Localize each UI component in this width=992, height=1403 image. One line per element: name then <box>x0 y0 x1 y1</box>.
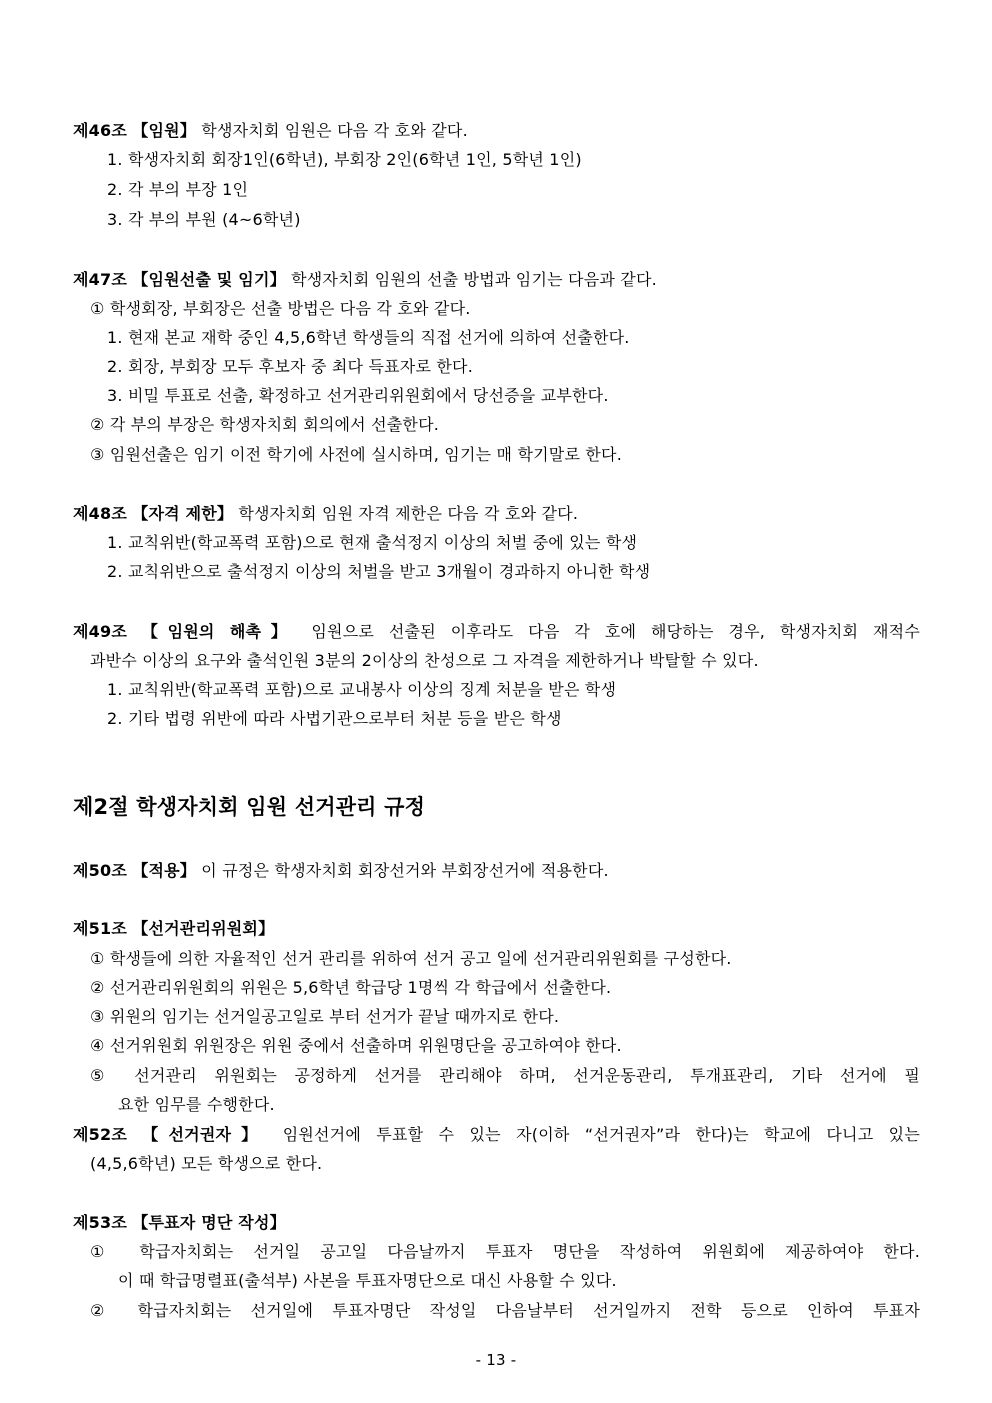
paragraph: ③ 위원의 임기는 선거일공고일로 부터 선거가 끝날 때까지로 한다. <box>90 1007 560 1026</box>
paragraph-cont: 요한 임무를 수행한다. <box>118 1095 275 1114</box>
article-header <box>73 1125 920 1145</box>
article-label: 제53조 <box>73 1213 127 1232</box>
article-header <box>73 861 609 881</box>
paragraph: ① 학급자치회는 선거일 공고일 다음날까지 투표자 명단을 작성하여 위원회에 제공하여야 한다. <box>90 1242 920 1261</box>
article-title: 【선거권자】 <box>142 1125 268 1144</box>
article-header <box>73 622 920 642</box>
article-label: 제50조 <box>73 861 127 880</box>
article-title: 【임원】 <box>132 121 196 140</box>
article-header <box>73 504 578 524</box>
article-text: 학생자치회 임원 자격 제한은 다음 각 호와 같다. <box>238 504 579 523</box>
article-header <box>73 121 468 141</box>
article-title: 【임원의 해촉】 <box>141 622 297 641</box>
article-text: 임원선거에 투표할 수 있는 자(이하 “선거권자”라 한다)는 학교에 다니고 있는 <box>282 1125 920 1144</box>
list-item: 1. 교칙위반(학교폭력 포함)으로 현재 출석정지 이상의 처벌 중에 있는 학생 <box>107 533 638 552</box>
article-label: 제47조 <box>73 270 127 289</box>
article-title: 【적용】 <box>132 861 196 880</box>
article-label: 제49조 <box>73 622 127 641</box>
article-header <box>73 270 657 290</box>
article-title: 【투표자 명단 작성】 <box>132 1213 286 1232</box>
article-text-cont: (4,5,6학년) 모든 학생으로 한다. <box>90 1154 323 1173</box>
article-header <box>73 919 274 939</box>
list-item: 3. 각 부의 부원 (4~6학년) <box>107 210 301 229</box>
article-text: 이 규정은 학생자치회 회장선거와 부회장선거에 적용한다. <box>201 861 609 880</box>
article-title: 【자격 제한】 <box>132 504 234 523</box>
list-item: 3. 비밀 투표로 선출, 확정하고 선거관리위원회에서 당선증을 교부한다. <box>107 386 609 405</box>
list-item: 2. 회장, 부회장 모두 후보자 중 최다 득표자로 한다. <box>107 357 473 376</box>
article-label: 제46조 <box>73 121 127 140</box>
paragraph: ① 학생들에 의한 자율적인 선거 관리를 위하여 선거 공고 일에 선거관리위원회를 구성한다. <box>90 949 732 968</box>
paragraph: ② 각 부의 부장은 학생자치회 회의에서 선출한다. <box>90 415 440 434</box>
list-item: 1. 교칙위반(학교폭력 포함)으로 교내봉사 이상의 징계 처분을 받은 학생 <box>107 680 617 699</box>
list-item: 2. 기타 법령 위반에 따라 사법기관으로부터 처분 등을 받은 학생 <box>107 709 562 728</box>
paragraph: ② 선거관리위원회의 위원은 5,6학년 학급당 1명씩 각 학급에서 선출한다. <box>90 978 612 997</box>
article-label: 제51조 <box>73 919 127 938</box>
article-text: 학생자치회 임원은 다음 각 호와 같다. <box>201 121 468 140</box>
paragraph: ③ 임원선출은 임기 이전 학기에 사전에 실시하며, 임기는 매 학기말로 한다. <box>90 445 622 464</box>
paragraph: ④ 선거위원회 위원장은 위원 중에서 선출하며 위원명단을 공고하여야 한다. <box>90 1036 622 1055</box>
article-text-cont: 과반수 이상의 요구와 출석인원 3분의 2이상의 찬성으로 그 자격을 제한하거나 박탈할 수 있다. <box>90 651 759 670</box>
article-text: 학생자치회 임원의 선출 방법과 임기는 다음과 같다. <box>291 270 657 289</box>
page-number: - 13 - <box>475 1351 517 1369</box>
article-header <box>73 1213 286 1233</box>
paragraph-cont: 이 때 학급명렬표(출석부) 사본을 투표자명단으로 대신 사용할 수 있다. <box>118 1271 617 1290</box>
list-item: 1. 현재 본교 재학 중인 4,5,6학년 학생들의 직접 선거에 의하여 선출한다. <box>107 328 630 347</box>
list-item: 1. 학생자치회 회장1인(6학년), 부회장 2인(6학년 1인, 5학년 1인) <box>107 150 582 169</box>
list-item: 2. 각 부의 부장 1인 <box>107 180 249 199</box>
article-label: 제48조 <box>73 504 127 523</box>
section-heading: 제2절 학생자치회 임원 선거관리 규정 <box>73 795 426 819</box>
paragraph: ② 학급자치회는 선거일에 투표자명단 작성일 다음날부터 선거일까지 전학 등으로 인하여 투표자 <box>90 1301 920 1320</box>
article-label: 제52조 <box>73 1125 127 1144</box>
article-title: 【선거관리위원회】 <box>132 919 275 938</box>
article-title: 【임원선출 및 임기】 <box>132 270 286 289</box>
article-text: 임원으로 선출된 이후라도 다음 각 호에 해당하는 경우, 학생자치회 재적수 <box>311 622 920 641</box>
list-item: 2. 교칙위반으로 출석정지 이상의 처벌을 받고 3개월이 경과하지 아니한 학생 <box>107 562 651 581</box>
paragraph: ⑤ 선거관리 위원회는 공정하게 선거를 관리해야 하며, 선거운동관리, 투개표관리, 기타 선거에 필 <box>90 1066 920 1085</box>
paragraph: ① 학생회장, 부회장은 선출 방법은 다음 각 호와 같다. <box>90 299 471 318</box>
